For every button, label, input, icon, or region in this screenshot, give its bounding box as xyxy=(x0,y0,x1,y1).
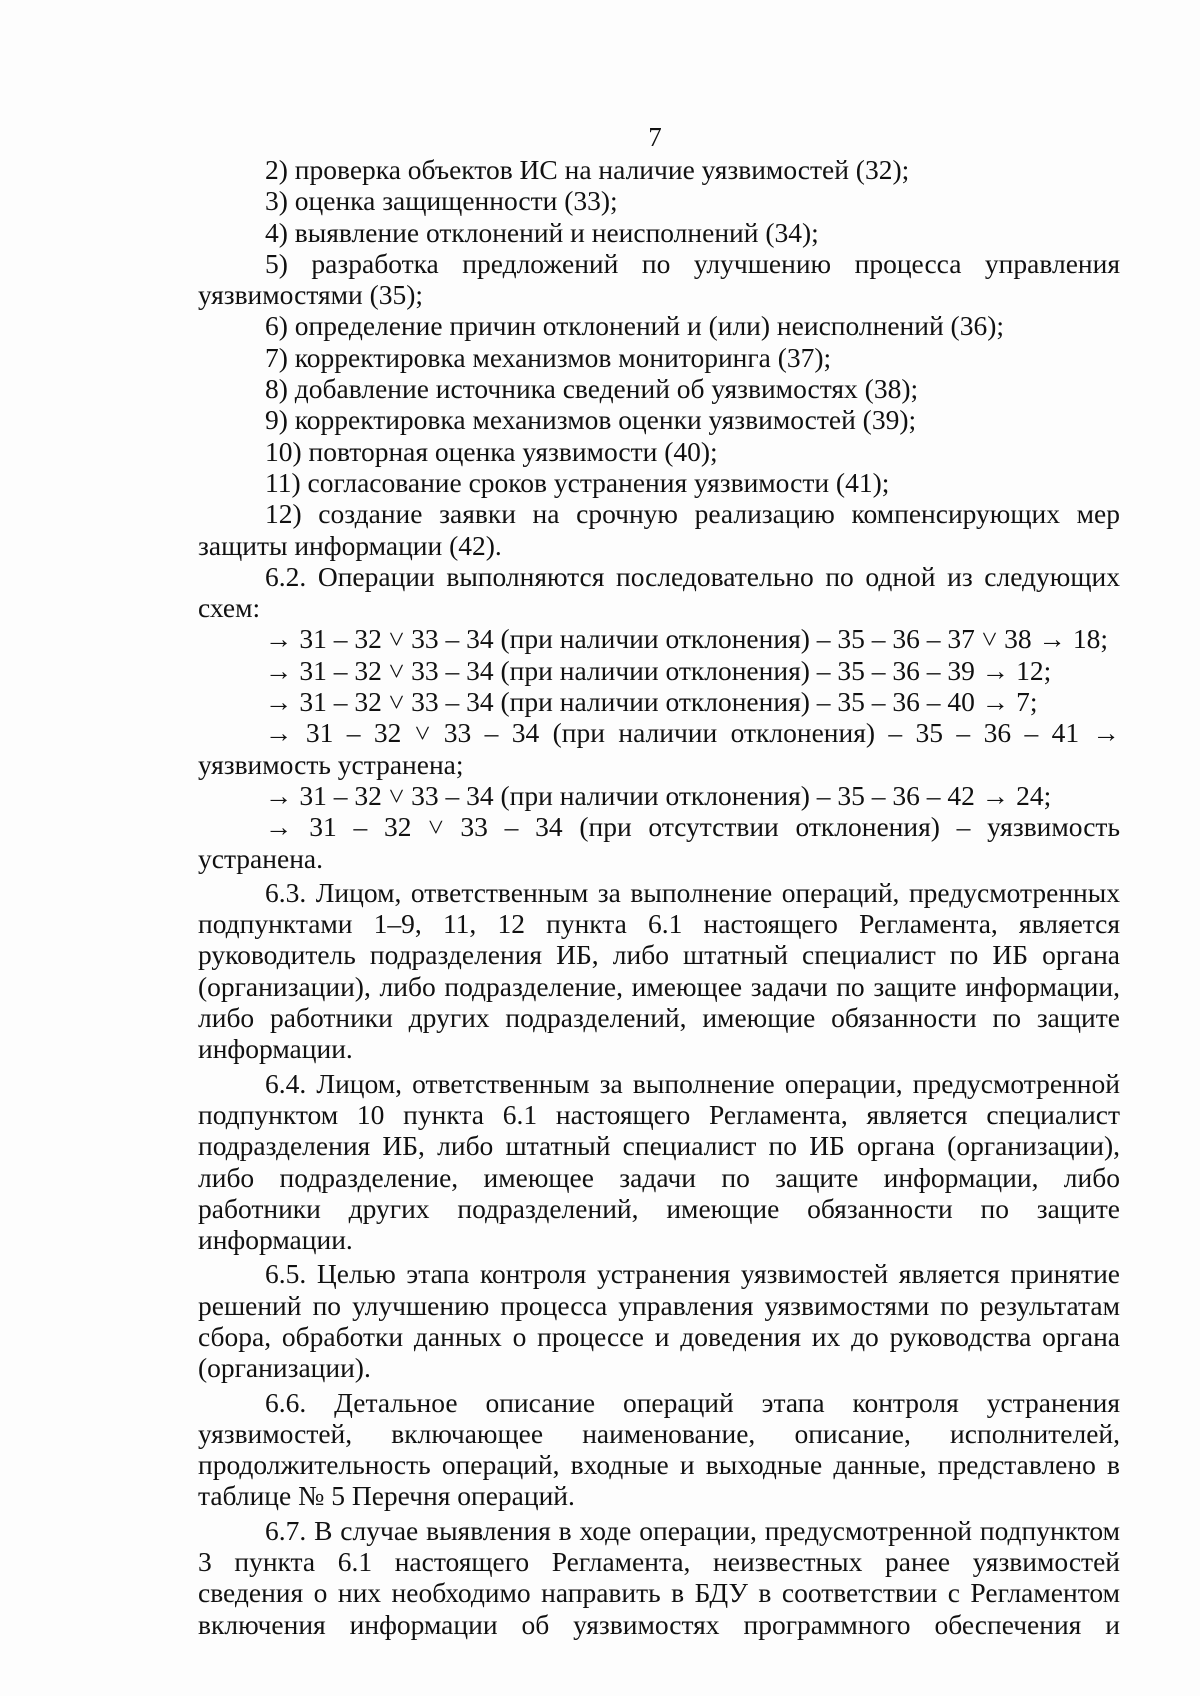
paragraph-6-2: 6.2. Операции выполняются последовательно по одной из следующих схем: xyxy=(198,560,1120,624)
list-item-6: 6) определение причин отклонений и (или) неисполнений (36); xyxy=(265,310,1005,342)
list-item-2: 2) проверка объектов ИС на наличие уязвимостей (32); xyxy=(265,154,910,185)
scheme-line-5: → 31 – 32 ˅ 33 – 34 (при наличии отклонения) – 35 – 36 – 42 → 24; xyxy=(265,779,1052,811)
paragraph-6-5: 6.5. Целью этапа контроля устранения уязвимостей является принятие решений по улучшению процесса управления уязвимостями по результатам сбора, обработки данных о процессе и доведения их до руководства органа (организации). xyxy=(198,1258,1120,1384)
page-number: 7 xyxy=(648,122,662,152)
list-item-8: 8) добавление источника сведений об уязвимостях (38); xyxy=(265,373,919,405)
list-item-5: 5) разработка предложений по улучшению процесса управления уязвимостями (35); xyxy=(198,247,1120,311)
scheme-line-4: → 31 – 32 ˅ 33 – 34 (при наличии отклонения) – 35 – 36 – 41 → уязвимость устранена; xyxy=(198,717,1120,780)
list-item-7: 7) корректировка механизмов мониторинга (37); xyxy=(265,341,832,373)
document-body xyxy=(198,154,1120,1640)
list-item-3: 3) оценка защищенности (33); xyxy=(265,185,618,217)
list-item-11: 11) согласование сроков устранения уязвимости (41); xyxy=(265,466,890,498)
list-item-4: 4) выявление отклонений и неисполнений (34); xyxy=(265,216,819,248)
list-item-12: 12) создание заявки на срочную реализацию компенсирующих мер защиты информации (42). xyxy=(198,498,1120,561)
scheme-line-3: → 31 – 32 ˅ 33 – 34 (при наличии отклонения) – 35 – 36 – 40 → 7; xyxy=(265,686,1038,718)
list-item-9: 9) корректировка механизмов оценки уязвимостей (39); xyxy=(265,404,917,436)
scheme-line-6: → 31 – 32 ˅ 33 – 34 (при отсутствии отклонения) – уязвимость устранена. xyxy=(198,811,1120,874)
paragraph-6-7: 6.7. В случае выявления в ходе операции, предусмотренной подпунктом 3 пункта 6.1 настоящего Регламента, неизвестных ранее уязвимостей сведения о них необходимо направить в БДУ в соответствии с Регламентом включения информации об уязвимостях программного обеспечения и xyxy=(198,1514,1120,1640)
list-item-10: 10) повторная оценка уязвимости (40); xyxy=(265,435,718,467)
paragraph-6-4: 6.4. Лицом, ответственным за выполнение операции, предусмотренной подпунктом 10 пункта 6.1 настоящего Регламента, является специалист подразделения ИБ, либо штатный специалист по ИБ органа (организации), либо подразделение, имеющее задачи по защите информации, либо работники других подразделений, имеющие обязанности по защите информации. xyxy=(198,1067,1120,1256)
scheme-line-2: → 31 – 32 ˅ 33 – 34 (при наличии отклонения) – 35 – 36 – 39 → 12; xyxy=(265,654,1052,686)
paragraph-6-6: 6.6. Детальное описание операций этапа контроля устранения уязвимостей, включающее наименование, описание, исполнителей, продолжительность операций, входные и выходные данные, представлено в таблице № 5 Перечня операций. xyxy=(198,1386,1120,1512)
paragraph-6-3: 6.3. Лицом, ответственным за выполнение операций, предусмотренных подпунктами 1–9, 11, 12 пункта 6.1 настоящего Регламента, является руководитель подразделения ИБ, либо штатный специалист по ИБ органа (организации), либо подразделение, имеющее задачи по защите информации, либо работники других подразделений, имеющие обязанности по защите информации. xyxy=(198,876,1120,1065)
scheme-line-1: → 31 – 32 ˅ 33 – 34 (при наличии отклонения) – 35 – 36 – 37 ˅ 38 → 18; xyxy=(265,623,1109,655)
